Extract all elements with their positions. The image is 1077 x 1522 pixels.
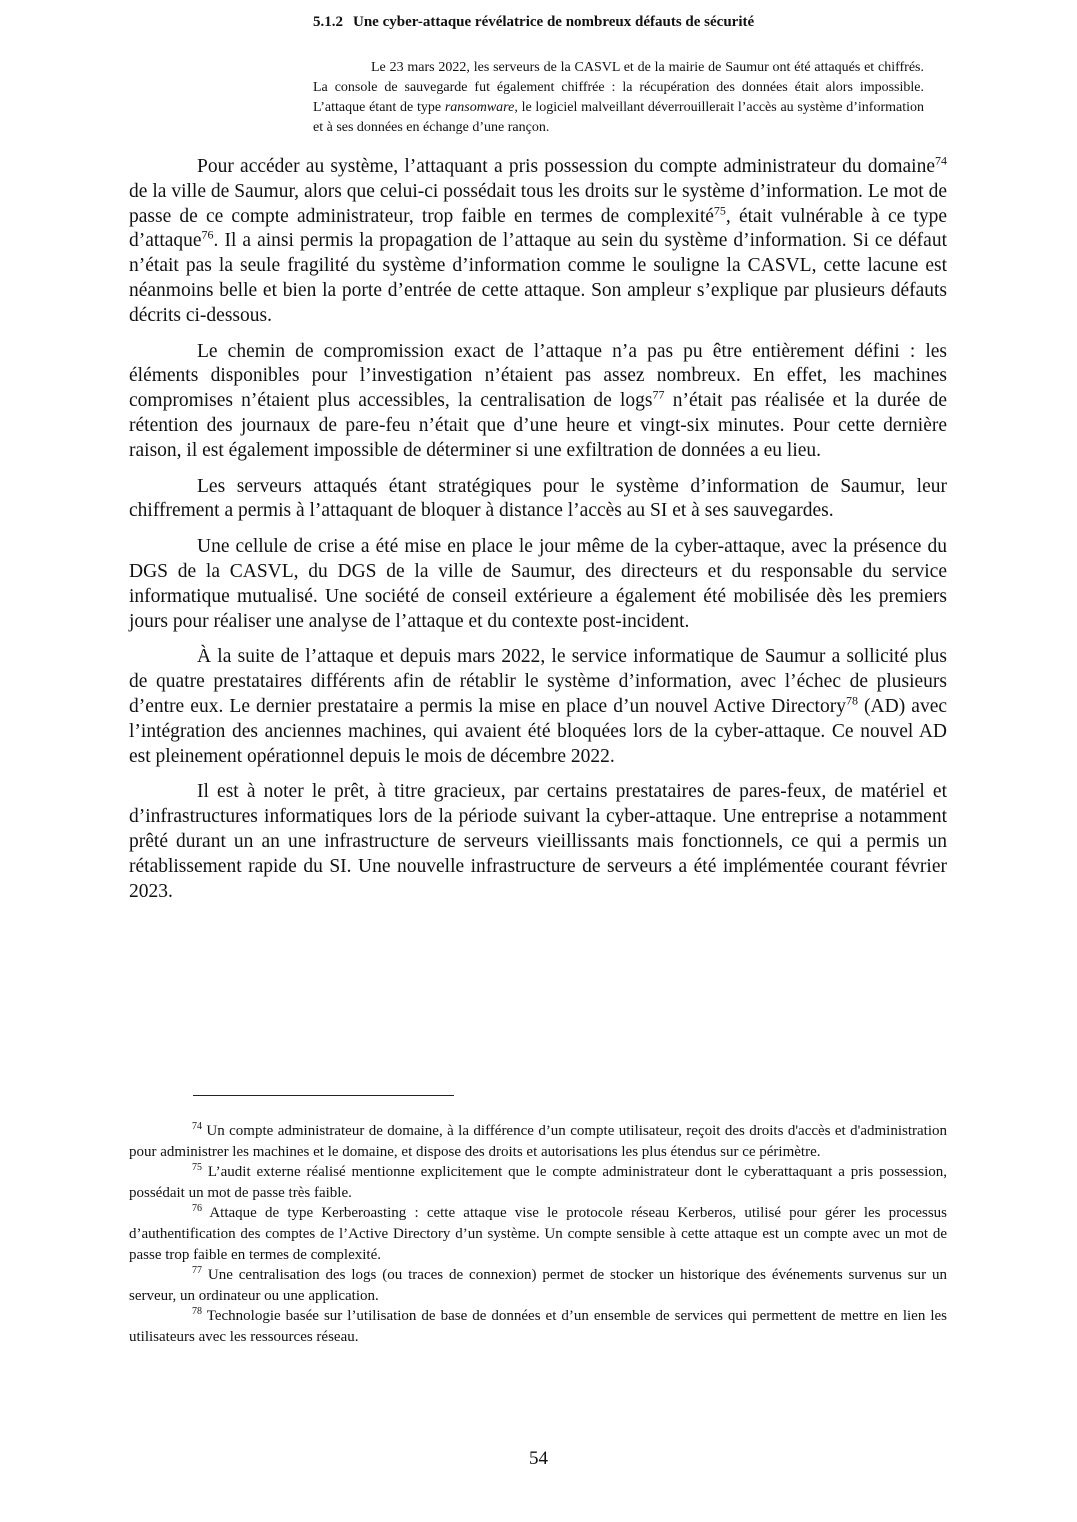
footnote-75: $^{75}$ L’audit externe réalisé mentionne explicitement que le compte administrateur dont le cyberattaquant a pris possession, possédait un mot de passe très faible.: [129, 1162, 947, 1201]
footnote-ref-77[interactable]: 77: [652, 387, 665, 402]
footnote-78: $^{78}$ Technologie basée sur l’utilisation de base de données et d’un ensemble de services qui permettent de mettre en lien les utilisateurs avec les ressources réseau.: [129, 1306, 947, 1345]
section-number: 5.1.2: [313, 14, 343, 30]
footnote-ref-74[interactable]: 74: [935, 153, 947, 168]
footnote-77: $^{77}$ Une centralisation des logs (ou traces de connexion) permet de stocker un historique des événements survenus sur un serveur, un ordinateur ou une application.: [129, 1265, 947, 1304]
footnotes: [129, 1121, 947, 1348]
body-paragraph-5: À la suite de l’attaque et depuis mars 2022, le service informatique de Saumur a sollicité plus de quatre prestataires différents afin de rétablir le système d’information, avec l’échec de plusieurs d’entre eux. Le dernier prestataire a permis la mise en place d’un nouvel Active Directory$^{78}$ (AD) avec l’intégration des anciennes machines, qui avaient été bloquées lors de la cyber-attaque. Ce nouvel AD est pleinement opérationnel depuis le mois de décembre 2022.: [129, 646, 947, 767]
footnote-ref-76[interactable]: 76: [201, 227, 214, 242]
section-title: Une cyber-attaque révélatrice de nombreux défauts de sécurité: [353, 14, 755, 30]
body-text: [129, 155, 947, 915]
footnote-76: $^{76}$ Attaque de type Kerberoasting : cette attaque vise le protocole réseau Kerberos, utilisé pour gérer les processus d’authentification des comptes de l’Active Directory d’un système. Un compte sensible à cette attaque est un compte avec un mot de passe trop faible en termes de complexité.: [129, 1203, 947, 1263]
page-number: 54: [529, 1448, 548, 1469]
footnote-74: $^{74}$ Un compte administrateur de domaine, à la différence d’un compte utilisateur, reçoit des droits d'accès et d'administration pour administrer les machines et le domaine, et dispose des droits et autorisations les plus étendus sur ce périmètre.: [129, 1121, 947, 1160]
section-heading: [313, 14, 754, 31]
summary-paragraph: Le 23 mars 2022, les serveurs de la CASVL et de la mairie de Saumur ont été attaqués et chiffrés. La console de sauvegarde fut également chiffrée : la récupération des données était alors impossible. L’attaque étant de type ransomware, le logiciel malveillant déverrouillerait l’accès au système d’information et à ses données en échange d’une rançon.: [313, 60, 925, 135]
body-paragraph-6: Il est à noter le prêt, à titre gracieux, par certains prestataires de pares-feux, de matériel et d’infrastructures informatiques lors de la période suivant la cyber-attaque. Une entreprise a notamment prêté durant un an une infrastructure de serveurs vieillissants mais fonctionnels, ce qui a permis un rétablissement rapide du SI. Une nouvelle infrastructure de serveurs a été implémentée courant février 2023.: [129, 781, 947, 902]
summary-box: [313, 58, 924, 138]
footnote-ref-75[interactable]: 75: [713, 203, 726, 218]
footnote-ref-78[interactable]: 78: [845, 693, 858, 708]
body-paragraph-2: Le chemin de compromission exact de l’attaque n’a pas pu être entièrement défini : les éléments disponibles pour l’investigation n’étaient pas assez nombreux. En effet, les machines compromises n’étaient plus accessibles, la centralisation de logs$^{77}$ n’était pas réalisée et la durée de rétention des journaux de pare-feu n’était que d’une heure et vingt-six minutes. Pour cette dernière raison, il est également impossible de déterminer si une exfiltration de données a eu lieu.: [129, 340, 947, 461]
footnote-separator: [193, 1095, 454, 1096]
body-paragraph-4: Une cellule de crise a été mise en place le jour même de la cyber-attaque, avec la présence du DGS de la CASVL, du DGS de la ville de Saumur, des directeurs et du responsable du service informatique mutualisé. Une société de conseil extérieure a également été mobilisée dès les premiers jours pour réaliser une analyse de l’attaque et du contexte post-incident.: [129, 536, 947, 632]
body-paragraph-1: Pour accéder au système, l’attaquant a pris possession du compte administrateur du domaine$^{74}$ de la ville de Saumur, alors que celui-ci possédait tous les droits sur le système d’information. Le mot de passe de ce compte administrateur, trop faible en termes de complexité$^{75}$, était vulnérable à ce type d’attaque$^{76}$. Il a ainsi permis la propagation de l’attaque au sein du système d’information. Si ce défaut n’était pas la seule fragilité du système d’information comme le souligne la CASVL, cette lacune est néanmoins belle et bien la porte d’entrée de cette attaque. Son ampleur s’explique par plusieurs défauts décrits ci-dessous.: [129, 153, 947, 326]
body-paragraph-3: Les serveurs attaqués étant stratégiques pour le système d’information de Saumur, leur chiffrement a permis à l’attaquant de bloquer à distance l’accès au SI et à ses sauvegardes.: [129, 475, 947, 522]
